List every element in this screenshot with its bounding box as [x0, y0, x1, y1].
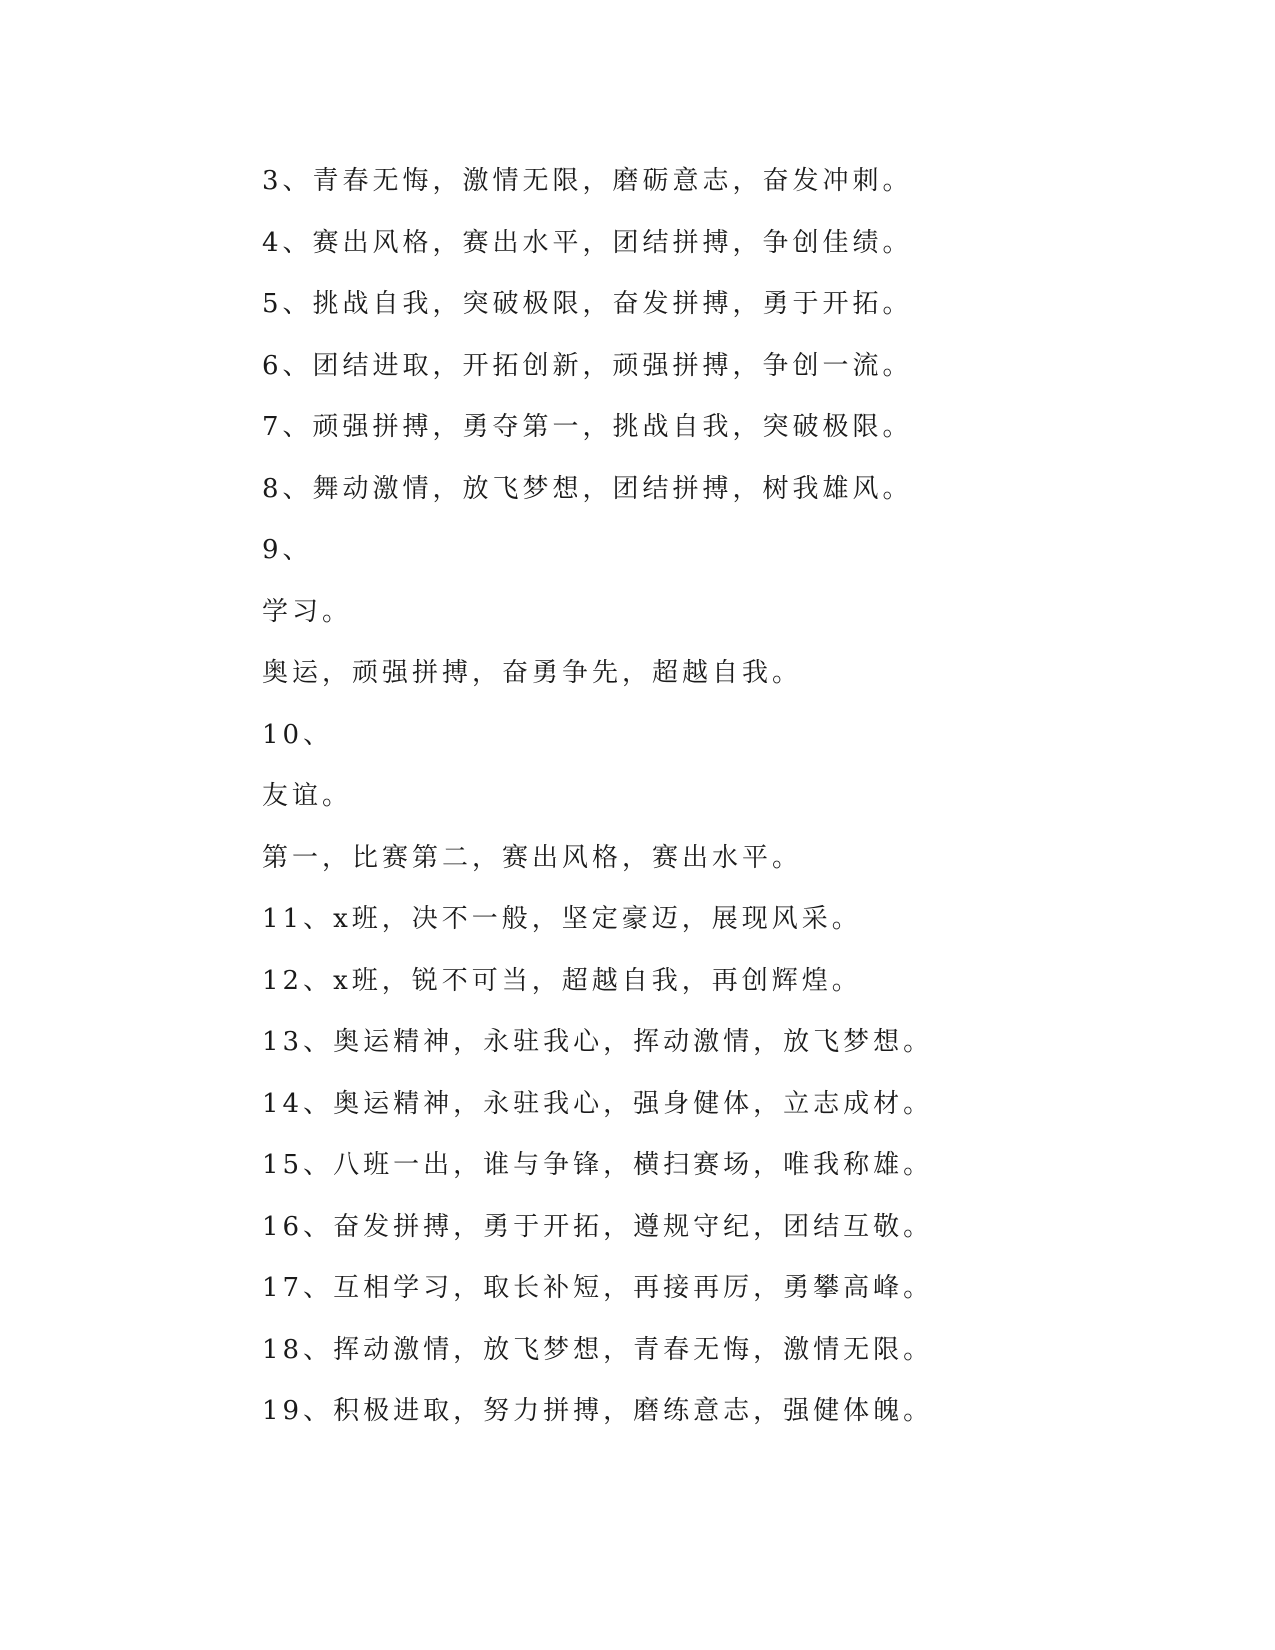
text-line: 14、奥运精神，永驻我心，强身健体，立志成材。	[262, 1088, 934, 1119]
text-line: 友谊。	[262, 781, 353, 811]
text-line: 6、团结进取，开拓创新，顽强拼搏，争创一流。	[262, 350, 913, 381]
slogan-list	[262, 161, 982, 1453]
text-line: 学习。	[262, 596, 353, 627]
text-line: 8、舞动激情，放飞梦想，团结拼搏，树我雄风。	[262, 473, 913, 504]
text-line: 19、积极进取，努力拼搏，磨练意志，强健体魄。	[262, 1396, 934, 1426]
text-line: 4、赛出风格，赛出水平，团结拼搏，争创佳绩。	[262, 227, 913, 258]
text-line: 5、挑战自我，突破极限，奋发拼搏，勇于开拓。	[262, 289, 913, 319]
text-line: 12、x班，锐不可当，超越自我，再创辉煌。	[262, 965, 862, 996]
text-line: 9、	[262, 535, 313, 565]
text-line: 13、奥运精神，永驻我心，挥动激情，放飞梦想。	[262, 1027, 934, 1057]
text-line: 16、奋发拼搏，勇于开拓，遵规守纪，团结互敬。	[262, 1211, 934, 1242]
text-line: 15、八班一出，谁与争锋，横扫赛场，唯我称雄。	[262, 1150, 934, 1180]
text-line: 11、x班，决不一般，坚定豪迈，展现风采。	[262, 904, 862, 934]
text-line: 7、顽强拼搏，勇夺第一，挑战自我，突破极限。	[262, 412, 913, 442]
text-line: 17、互相学习，取长补短，再接再厉，勇攀高峰。	[262, 1273, 934, 1303]
text-line: 奥运，顽强拼搏，奋勇争先，超越自我。	[262, 658, 803, 688]
text-line: 3、青春无悔，激情无限，磨砺意志，奋发冲刺。	[262, 166, 913, 196]
text-line: 第一，比赛第二，赛出风格，赛出水平。	[262, 842, 803, 873]
text-line: 10、	[262, 719, 334, 750]
text-line: 18、挥动激情，放飞梦想，青春无悔，激情无限。	[262, 1334, 934, 1365]
